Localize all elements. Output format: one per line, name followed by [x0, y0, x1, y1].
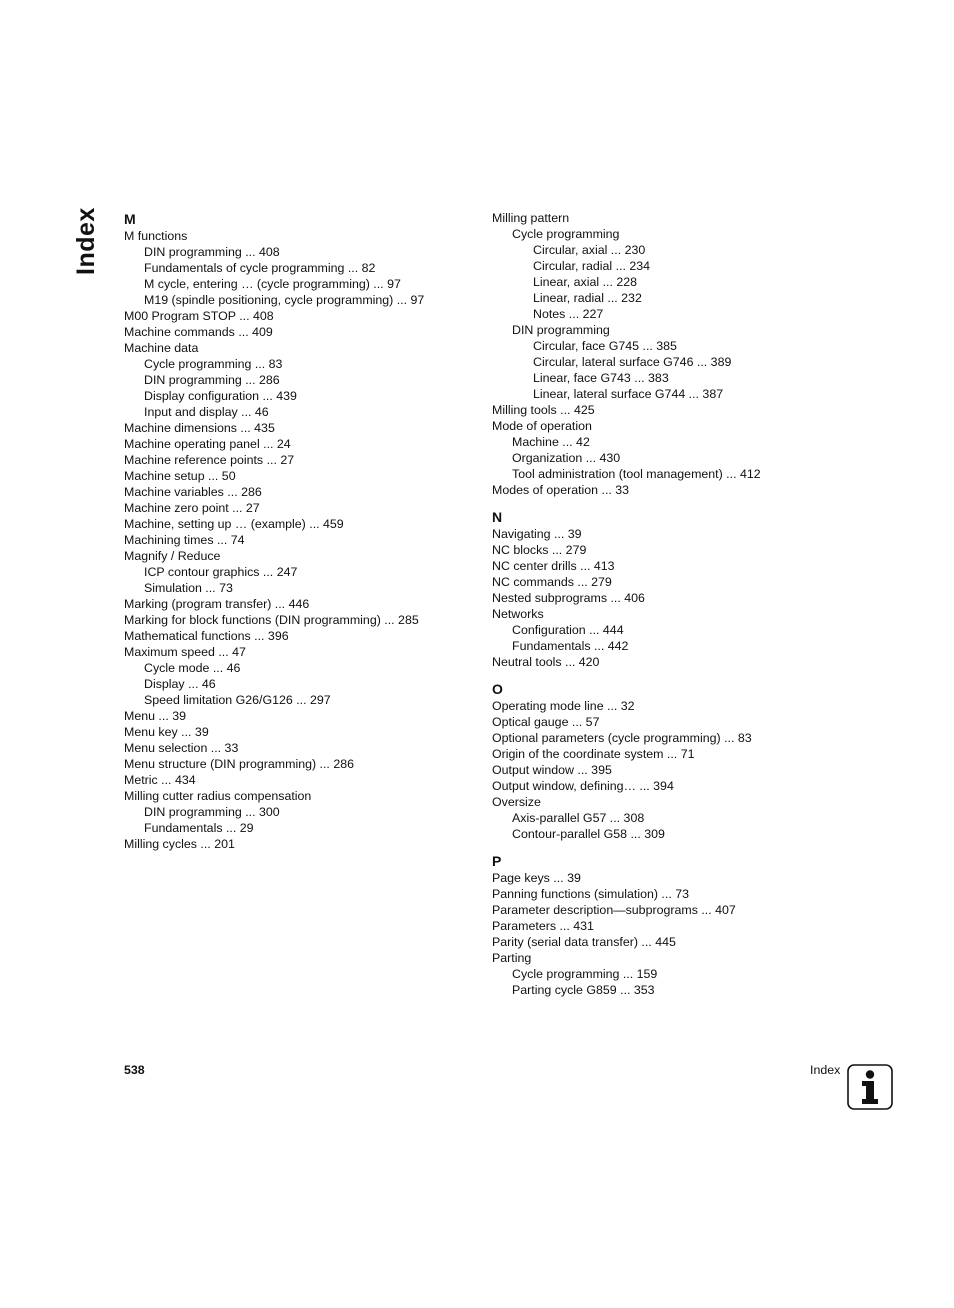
index-entry: ICP contour graphics ... 247 [144, 565, 298, 579]
index-entry: Operating mode line ... 32 [492, 699, 635, 713]
index-entry: Machine reference points ... 27 [124, 453, 295, 467]
index-entry: Machine, setting up … (example) ... 459 [124, 517, 344, 531]
index-entry: Speed limitation G26/G126 ... 297 [144, 693, 331, 707]
index-entry: Machine dimensions ... 435 [124, 421, 275, 435]
info-icon [847, 1064, 893, 1110]
index-entry: Nested subprograms ... 406 [492, 591, 645, 605]
index-entry: Networks [492, 607, 544, 621]
index-entry: Cycle programming [512, 227, 620, 241]
index-entry: Contour-parallel G58 ... 309 [512, 827, 665, 841]
index-entry: Fundamentals of cycle programming ... 82 [144, 261, 376, 275]
index-entry: Milling cycles ... 201 [124, 837, 235, 851]
index-entry: Optical gauge ... 57 [492, 715, 600, 729]
index-entry: Machine commands ... 409 [124, 325, 273, 339]
index-letter-heading: N [492, 509, 503, 525]
index-column-left [124, 210, 524, 852]
index-entry: Mode of operation [492, 419, 592, 433]
index-entry: Marking (program transfer) ... 446 [124, 597, 310, 611]
index-entry: Circular, face G745 ... 385 [533, 339, 677, 353]
index-entry: Fundamentals ... 29 [144, 821, 254, 835]
index-entry: Machine zero point ... 27 [124, 501, 260, 515]
index-entry: Circular, radial ... 234 [533, 259, 651, 273]
index-entry: Oversize [492, 795, 541, 809]
index-entry: Parting [492, 951, 532, 965]
index-entry: Navigating ... 39 [492, 527, 582, 541]
index-entry: Cycle mode ... 46 [144, 661, 241, 675]
index-entry: DIN programming ... 286 [144, 373, 280, 387]
index-entry: Parameter description—subprograms ... 407 [492, 903, 736, 917]
index-entry: Parity (serial data transfer) ... 445 [492, 935, 676, 949]
index-letter-heading: P [492, 853, 502, 869]
index-entry: Output window ... 395 [492, 763, 612, 777]
index-entry: Cycle programming ... 159 [512, 967, 658, 981]
index-entry: Linear, lateral surface G744 ... 387 [533, 387, 724, 401]
footer-label: Index [810, 1063, 841, 1077]
index-entry: DIN programming ... 408 [144, 245, 280, 259]
index-entry: Menu ... 39 [124, 709, 186, 723]
index-entry: Circular, lateral surface G746 ... 389 [533, 355, 732, 369]
index-entry: Linear, axial ... 228 [533, 275, 638, 289]
index-entry: Parameters ... 431 [492, 919, 594, 933]
page-number: 538 [124, 1063, 145, 1077]
index-entry: Metric ... 434 [124, 773, 196, 787]
index-entry: Milling pattern [492, 211, 570, 225]
index-column-right [492, 210, 912, 998]
index-entry: Magnify / Reduce [124, 549, 221, 563]
index-entry: Parting cycle G859 ... 353 [512, 983, 655, 997]
index-entry: Configuration ... 444 [512, 623, 624, 637]
index-entry: Linear, face G743 ... 383 [533, 371, 669, 385]
index-entry: Machine variables ... 286 [124, 485, 262, 499]
index-entry: Circular, axial ... 230 [533, 243, 646, 257]
index-entry: M19 (spindle positioning, cycle programming) ... 97 [144, 293, 425, 307]
index-entry: Maximum speed ... 47 [124, 645, 246, 659]
index-entry: Input and display ... 46 [144, 405, 269, 419]
index-entry: Menu structure (DIN programming) ... 286 [124, 757, 354, 771]
index-entry: Neutral tools ... 420 [492, 655, 600, 669]
index-entry: Cycle programming ... 83 [144, 357, 283, 371]
index-entry: Simulation ... 73 [144, 581, 233, 595]
index-entry: Axis-parallel G57 ... 308 [512, 811, 645, 825]
index-entry: Panning functions (simulation) ... 73 [492, 887, 689, 901]
index-letter-heading: M [124, 211, 136, 227]
index-entry: Milling tools ... 425 [492, 403, 595, 417]
index-entry: Output window, defining… ... 394 [492, 779, 674, 793]
index-entry: Menu selection ... 33 [124, 741, 239, 755]
index-entry: M functions [124, 229, 188, 243]
index-entry: DIN programming ... 300 [144, 805, 280, 819]
index-entry: Menu key ... 39 [124, 725, 209, 739]
page-side-title: Index [72, 207, 100, 275]
index-entry: Modes of operation ... 33 [492, 483, 630, 497]
index-letter-heading: O [492, 681, 503, 697]
index-entry: Page keys ... 39 [492, 871, 581, 885]
index-entry: Tool administration (tool management) ... 412 [512, 467, 761, 481]
index-entry: Mathematical functions ... 396 [124, 629, 289, 643]
index-entry: Marking for block functions (DIN programming) ... 285 [124, 613, 419, 627]
index-entry: Display configuration ... 439 [144, 389, 297, 403]
index-entry: NC center drills ... 413 [492, 559, 615, 573]
index-entry: Fundamentals ... 442 [512, 639, 629, 653]
index-entry: Optional parameters (cycle programming) ... 83 [492, 731, 752, 745]
index-entry: Machine setup ... 50 [124, 469, 236, 483]
index-entry: M00 Program STOP ... 408 [124, 309, 274, 323]
index-entry: Machining times ... 74 [124, 533, 245, 547]
index-entry: Machine ... 42 [512, 435, 590, 449]
index-entry: Notes ... 227 [533, 307, 604, 321]
index-entry: Milling cutter radius compensation [124, 789, 312, 803]
index-entry: NC blocks ... 279 [492, 543, 587, 557]
index-entry: Machine operating panel ... 24 [124, 437, 291, 451]
index-entry: Linear, radial ... 232 [533, 291, 642, 305]
index-entry: Origin of the coordinate system ... 71 [492, 747, 695, 761]
index-entry: M cycle, entering … (cycle programming) ... 97 [144, 277, 401, 291]
index-entry: Organization ... 430 [512, 451, 621, 465]
index-entry: NC commands ... 279 [492, 575, 612, 589]
index-entry: DIN programming [512, 323, 610, 337]
index-entry: Display ... 46 [144, 677, 216, 691]
index-entry: Machine data [124, 341, 199, 355]
